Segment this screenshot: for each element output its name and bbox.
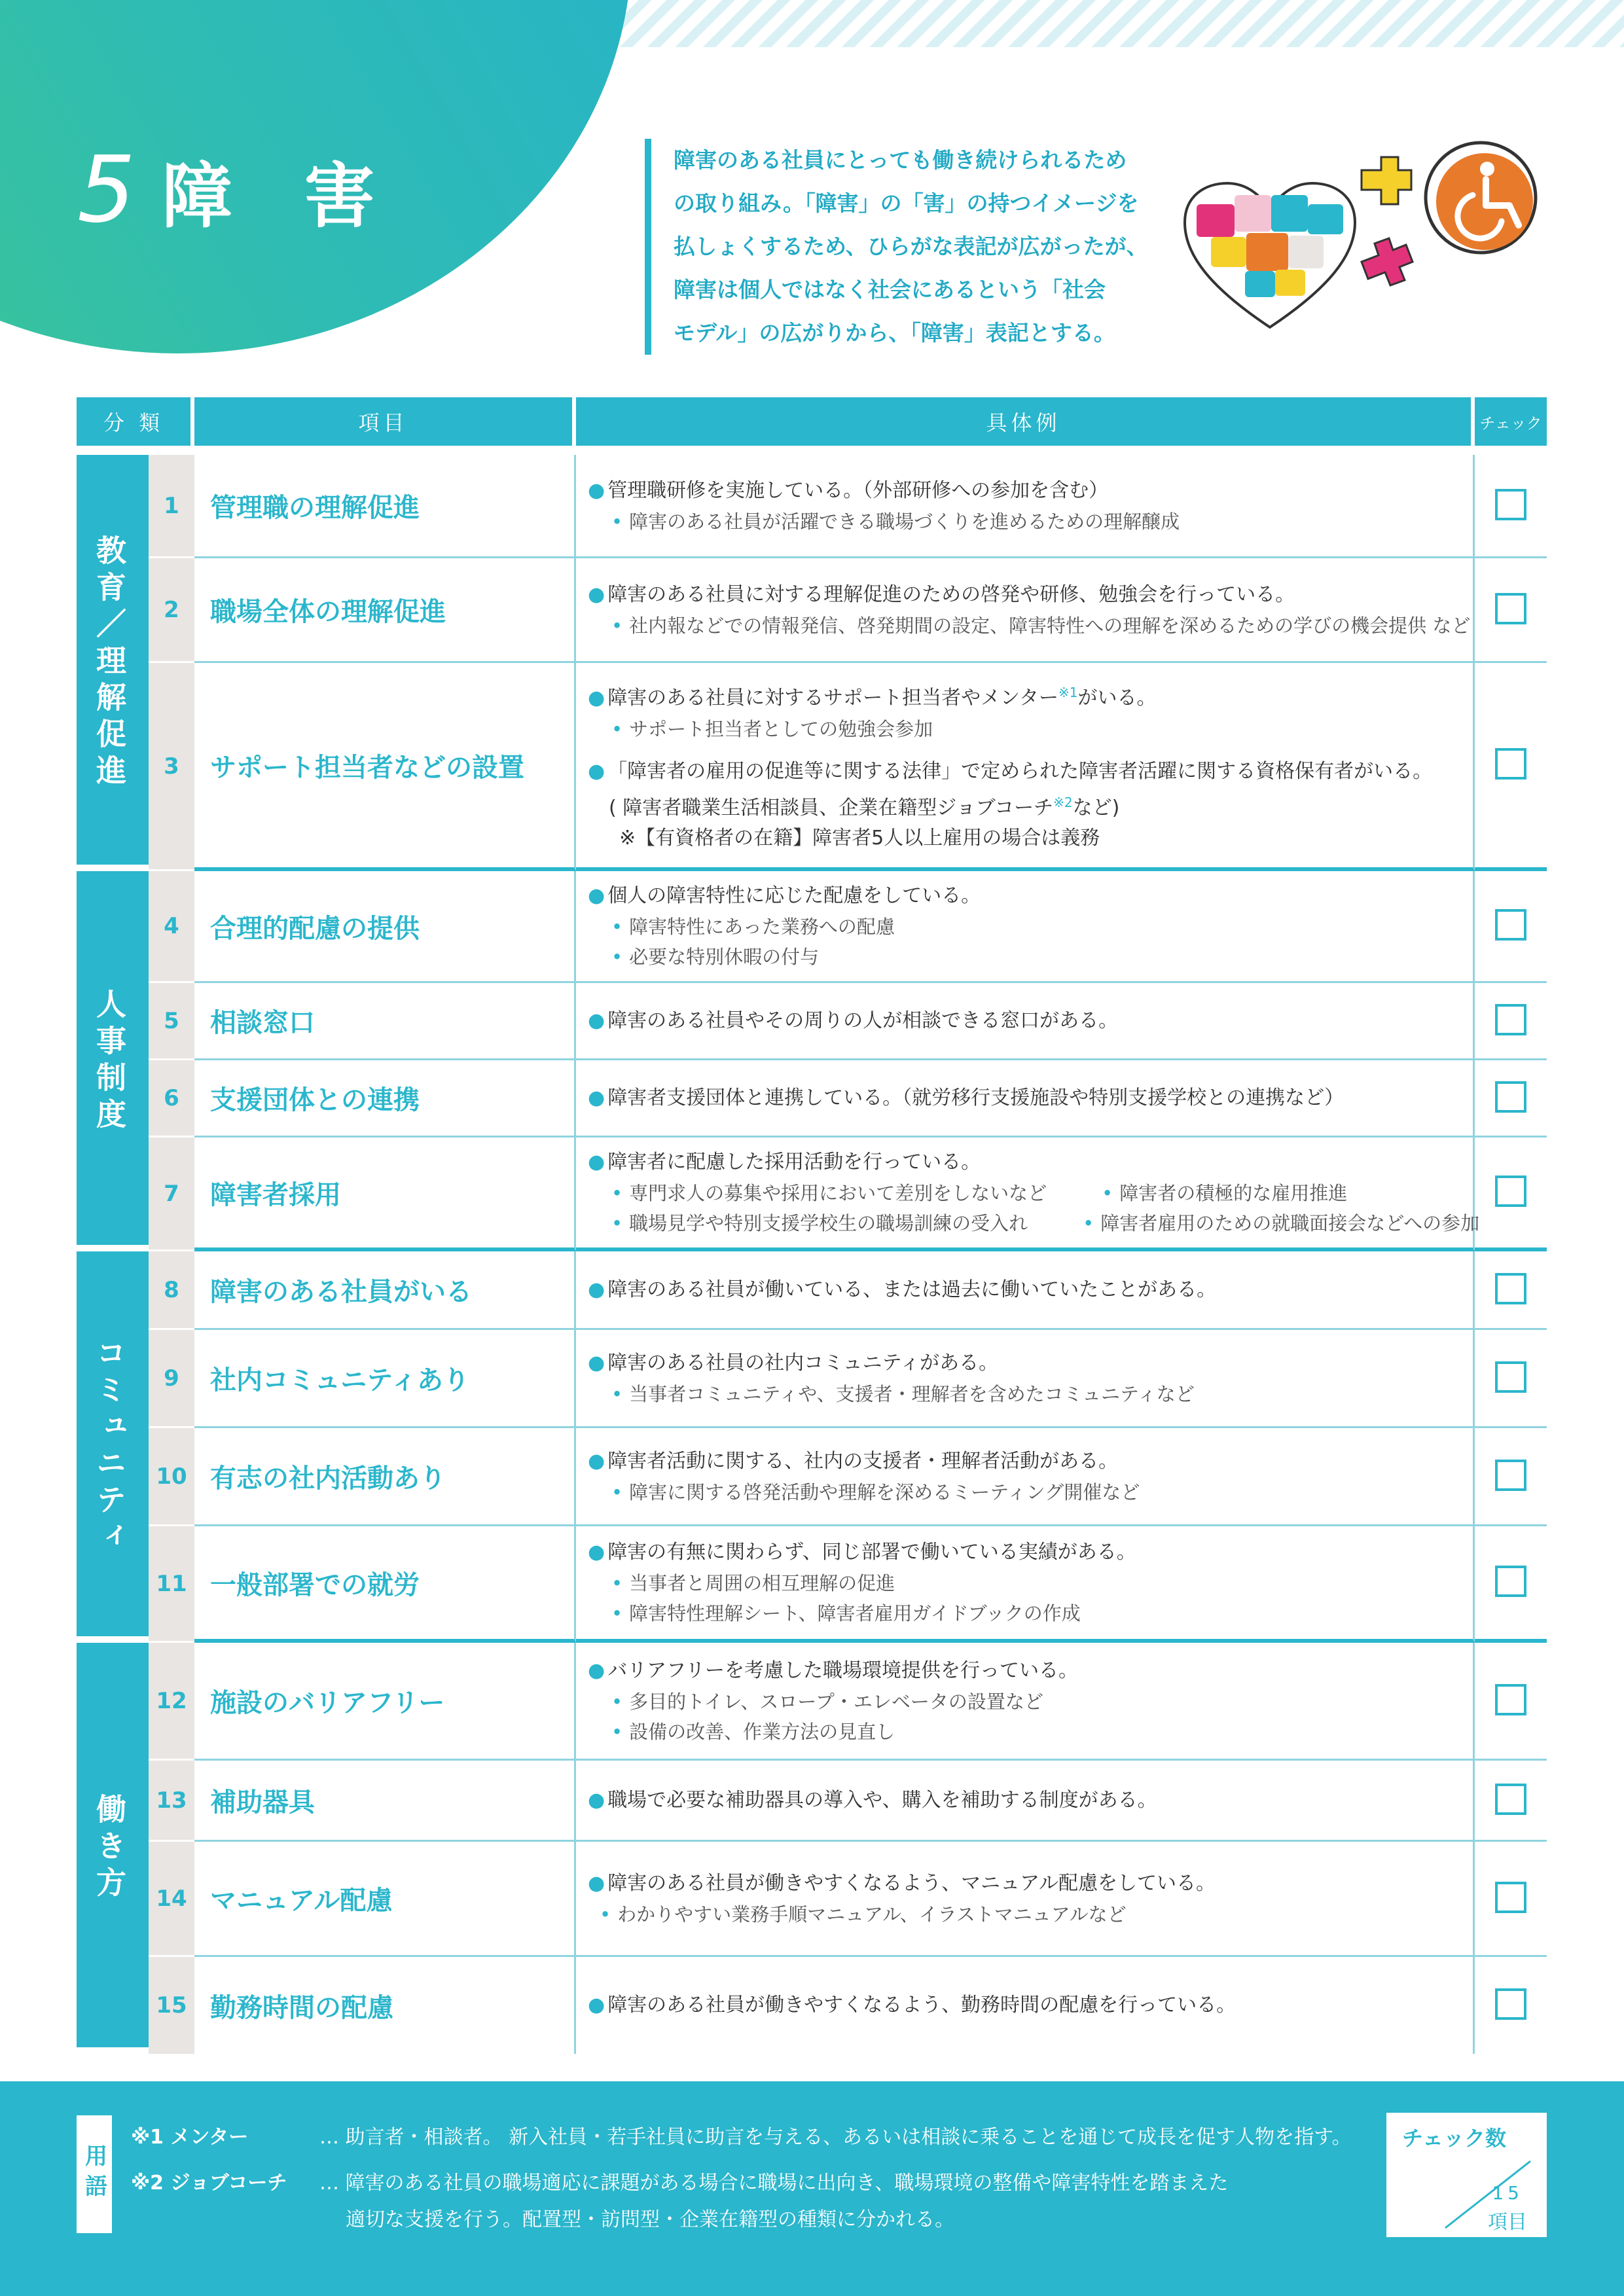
table-row — [77, 1251, 1547, 1330]
row-item: マニュアル配慮 — [194, 1842, 576, 1957]
table-row — [77, 1428, 1547, 1526]
table-row — [77, 1643, 1547, 1761]
row-number: 9 — [149, 1330, 194, 1428]
row-item: 障害者採用 — [194, 1138, 576, 1251]
intro-line: 払しょくするため、ひらがな表記が広がったが、 — [674, 234, 1148, 259]
intro-line: 障害は個人ではなく社会にあるという「社会 — [674, 277, 1106, 302]
checkbox-12[interactable] — [1495, 1684, 1526, 1715]
checkbox-8[interactable] — [1495, 1273, 1526, 1304]
row-number: 1 — [149, 455, 194, 558]
row-example: ● 管理職研修を実施している。（外部研修への参加を含む） • 障害のある社員が活躍できる職場づくりを進めるための理解醸成 — [576, 455, 1475, 558]
row-example: ● 障害者に配慮した採用活動を行っている。 • 専門求人の募集や採用において差別をしないなど• 障害者の積極的な雇用推進 • 職場見学や特別支援学校生の職場訓練の受入れ• 障害者雇用のための就職面接会などへの参加 — [576, 1138, 1475, 1251]
row-number: 10 — [149, 1428, 194, 1526]
category-hr: 人事制度 — [77, 871, 149, 1251]
row-item: 相談窓口 — [194, 983, 576, 1060]
table-row — [77, 1761, 1547, 1842]
table-row — [77, 1138, 1547, 1251]
table-row — [77, 1957, 1547, 2054]
row-item: 有志の社内活動あり — [194, 1428, 576, 1526]
table-row — [77, 558, 1547, 663]
row-item: 障害のある社員がいる — [194, 1251, 576, 1330]
intro-line: 障害のある社員にとっても働き続けられるため — [674, 147, 1127, 173]
check-count-total: 15 — [1492, 2182, 1523, 2204]
checkbox-15[interactable] — [1495, 1988, 1526, 2020]
row-number: 7 — [149, 1138, 194, 1251]
table-row — [77, 1842, 1547, 1957]
puzzle-heart-icon — [1172, 131, 1420, 353]
row-item: 一般部署での就労 — [194, 1526, 576, 1643]
checkbox-4[interactable] — [1495, 909, 1526, 941]
checkbox-10[interactable] — [1495, 1460, 1526, 1491]
header-check: チェック — [1475, 397, 1547, 446]
glossary-def-1: … 助言者・相談者。 新入社員・若手社員に助言を与える、あるいは相談に乗ることを通じて成長を促す人物を指す。 — [319, 2126, 1352, 2149]
intro-line: の取り組み。「障害」の「害」の持つイメージを — [674, 190, 1139, 216]
category-workstyle: 働き方 — [77, 1643, 149, 2054]
glossary-def-2-cont: 適切な支援を行う。配置型・訪問型・企業在籍型の種類に分かれる。 — [346, 2208, 954, 2231]
row-item: サポート担当者などの設置 — [194, 663, 576, 871]
row-number: 14 — [149, 1842, 194, 1957]
row-example: ● 障害のある社員が働きやすくなるよう、勤務時間の配慮を行っている。 — [576, 1957, 1475, 2054]
check-count-box — [1386, 2113, 1547, 2237]
row-number: 5 — [149, 983, 194, 1060]
header-example: 具体例 — [576, 397, 1475, 446]
checkbox-13[interactable] — [1495, 1784, 1526, 1815]
table-row — [77, 663, 1547, 871]
row-example: ● 職場で必要な補助器具の導入や、購入を補助する制度がある。 — [576, 1761, 1475, 1842]
section-number: 5 — [77, 136, 136, 243]
glossary-term-2: ※2 ジョブコーチ — [131, 2172, 287, 2195]
checkbox-14[interactable] — [1495, 1882, 1526, 1913]
row-example: ● バリアフリーを考慮した職場環境提供を行っている。 • 多目的トイレ、スロープ・エレベータの設置など • 設備の改善、作業方法の見直し — [576, 1643, 1475, 1761]
row-number: 4 — [149, 871, 194, 983]
row-example: ● 障害のある社員が働いている、または過去に働いていたことがある。 — [576, 1251, 1475, 1330]
row-item: 管理職の理解促進 — [194, 455, 576, 558]
row-example: ● 障害のある社員やその周りの人が相談できる窓口がある。 — [576, 983, 1475, 1060]
row-item: 職場全体の理解促進 — [194, 558, 576, 663]
checkbox-9[interactable] — [1495, 1361, 1526, 1393]
row-example: ● 障害のある社員の社内コミュニティがある。 • 当事者コミュニティや、支援者・理解者を含めたコミュニティなど — [576, 1330, 1475, 1428]
row-number: 8 — [149, 1251, 194, 1330]
row-number: 6 — [149, 1060, 194, 1138]
checkbox-1[interactable] — [1495, 489, 1526, 520]
table-row — [77, 1330, 1547, 1428]
row-number: 11 — [149, 1526, 194, 1643]
checklist-table — [77, 397, 1547, 2054]
row-number: 12 — [149, 1643, 194, 1761]
row-item: 社内コミュニティあり — [194, 1330, 576, 1428]
checkbox-7[interactable] — [1495, 1175, 1526, 1207]
checkbox-6[interactable] — [1495, 1081, 1526, 1113]
page-title — [77, 137, 399, 242]
glossary-label: 用語 — [77, 2115, 112, 2233]
check-count-label: チェック数 — [1402, 2126, 1507, 2151]
category-community: コミュニティ — [77, 1251, 149, 1643]
checkbox-3[interactable] — [1495, 748, 1526, 780]
table-row — [77, 1060, 1547, 1138]
table-row — [77, 1526, 1547, 1643]
checkbox-5[interactable] — [1495, 1004, 1526, 1035]
table-header-row — [77, 397, 1547, 446]
header-category: 分 類 — [77, 397, 194, 446]
row-example: ● 個人の障害特性に応じた配慮をしている。 • 障害特性にあった業務への配慮 • 必要な特別休暇の付与 — [576, 871, 1475, 983]
row-item: 補助器具 — [194, 1761, 576, 1842]
wheelchair-icon — [1420, 137, 1545, 262]
row-item: 施設のバリアフリー — [194, 1643, 576, 1761]
row-example: ● 障害の有無に関わらず、同じ部署で働いている実績がある。 • 当事者と周囲の相互理解の促進 • 障害特性理解シート、障害者雇用ガイドブックの作成 — [576, 1526, 1475, 1643]
glossary-term-1: ※1 メンター — [131, 2126, 249, 2149]
row-item: 支援団体との連携 — [194, 1060, 576, 1138]
table-row — [77, 455, 1547, 558]
checkbox-11[interactable] — [1495, 1566, 1526, 1597]
row-item: 勤務時間の配慮 — [194, 1957, 576, 2054]
row-item: 合理的配慮の提供 — [194, 871, 576, 983]
row-example: ● 障害者活動に関する、社内の支援者・理解者活動がある。 • 障害に関する啓発活動や理解を深めるミーティング開催など — [576, 1428, 1475, 1526]
row-number: 13 — [149, 1761, 194, 1842]
row-example: ● 障害のある社員に対する理解促進のための啓発や研修、勉強会を行っている。 • 社内報などでの情報発信、啓発期間の設定、障害特性への理解を深めるための学びの機会提供 など — [576, 558, 1475, 663]
check-count-unit: 項目 — [1488, 2211, 1527, 2234]
header-item: 項目 — [194, 397, 576, 446]
section-title: 障 害 — [162, 155, 399, 238]
glossary-def-2: … 障害のある社員の職場適応に課題がある場合に職場に出向き、職場環境の整備や障害特性を踏まえた — [319, 2172, 1229, 2195]
row-example: ● 障害のある社員が働きやすくなるよう、マニュアル配慮をしている。 • わかりやすい業務手順マニュアル、イラストマニュアルなど — [576, 1842, 1475, 1957]
table-row — [77, 871, 1547, 983]
category-education: 教育／理解促進 — [77, 455, 149, 871]
intro-text — [645, 139, 1197, 355]
row-example: ● 障害者支援団体と連携している。（就労移行支援施設や特別支援学校との連携など） — [576, 1060, 1475, 1138]
row-example: ● 障害のある社員に対するサポート担当者やメンター$^{※1}$がいる。 • サポート担当者としての勉強会参加 ● 「障害者の雇用の促進等に関する法律」で定められた障害者活躍に関する資格保有者がいる。 ( 障害者職業生活相談員、企業在籍型ジョブコーチ$^{※2}$など) ※【有資格者の在籍】障害者5人以上雇用の場合は義務 — [576, 663, 1475, 871]
checkbox-2[interactable] — [1495, 593, 1526, 624]
row-number: 15 — [149, 1957, 194, 2054]
intro-line: モデル」の広がりから、「障害」表記とする。 — [674, 320, 1115, 346]
row-number: 3 — [149, 663, 194, 871]
table-row — [77, 983, 1547, 1060]
row-number: 2 — [149, 558, 194, 663]
